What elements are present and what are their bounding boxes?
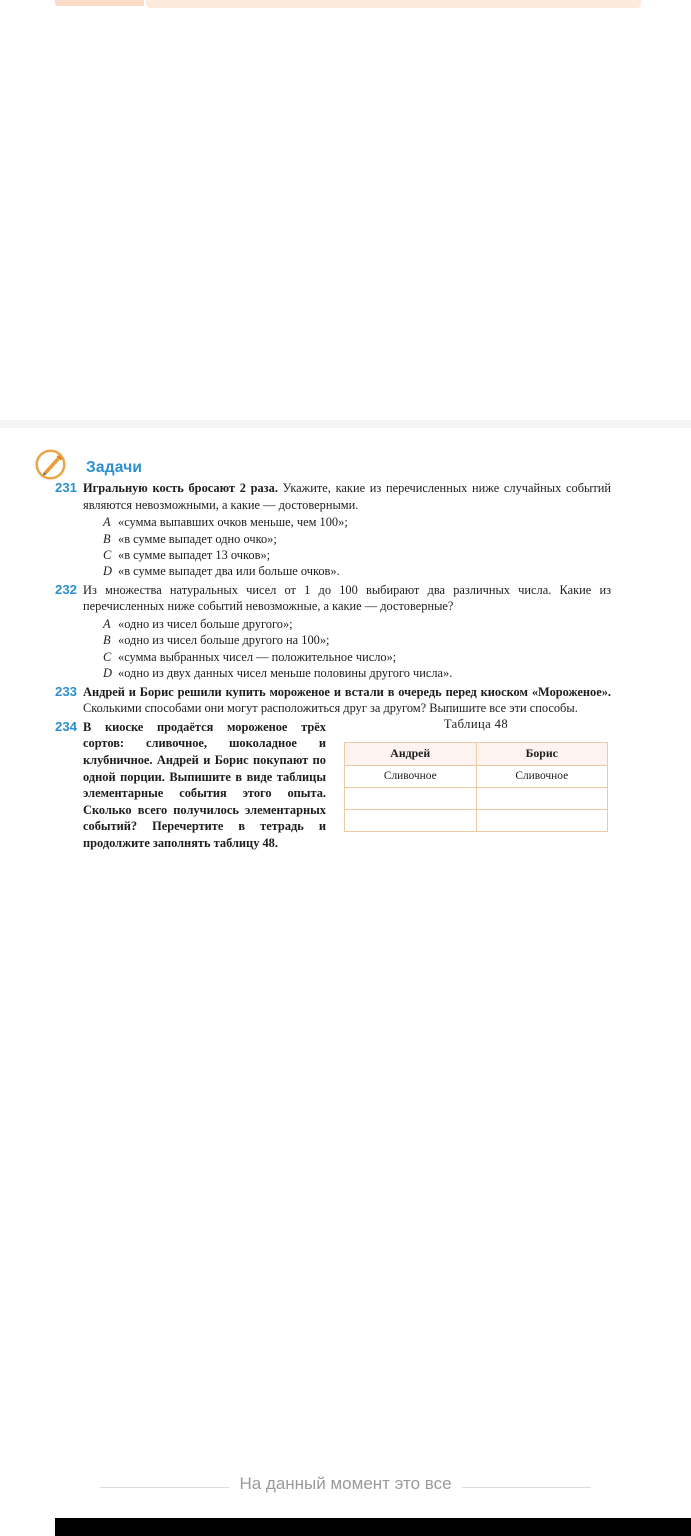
tasks-list <box>0 480 691 852</box>
task-rest-231: Укажите, какие из перечисленных ниже случайных событий являются невозможными, а какие — достоверными. <box>83 481 611 512</box>
end-of-content-footer <box>0 1458 691 1518</box>
option-text: «одно из двух данных чисел меньше половины другого числа». <box>118 666 453 681</box>
option-letter: B <box>103 531 111 546</box>
peach-strip-right <box>146 0 641 8</box>
option-text: «сумма выбранных чисел — положительное число»; <box>118 649 397 664</box>
task-options-232 <box>83 616 611 682</box>
table-48 <box>344 742 608 832</box>
option-letter: D <box>103 666 112 681</box>
option-letter: D <box>103 564 112 579</box>
option-letter: C <box>103 649 112 664</box>
option-c-232 <box>103 649 611 665</box>
option-letter: C <box>103 548 112 562</box>
option-text: «сумма выпавших очков меньше, чем 100»; <box>118 515 348 530</box>
option-text: «одно из чисел больше другого»; <box>118 617 293 631</box>
option-a-232 <box>103 616 611 632</box>
end-of-content-message <box>0 1474 691 1494</box>
pencil-circle-icon <box>34 448 67 481</box>
task-rest-232: Какие из перечисленных ниже событий невозможные, а какие — достоверные? <box>83 582 611 614</box>
task-options-231 <box>83 514 611 580</box>
task-231 <box>0 480 691 580</box>
section-title: Задачи <box>86 459 143 476</box>
option-b-232 <box>103 632 611 648</box>
table-cell <box>345 787 477 809</box>
table-cell <box>345 809 477 831</box>
task-text-231 <box>83 480 611 513</box>
table-cell <box>476 809 608 831</box>
table-header-boris: Борис <box>476 742 608 765</box>
bottom-system-bar <box>55 1518 691 1536</box>
task-rest-233: Сколькими способами они могут расположиться друг за другом? Выпишите все эти способы. <box>83 701 578 716</box>
task-number-232: 232 <box>54 581 77 597</box>
task-lead-231: Игральную кость бросают 2 раза. <box>83 481 278 495</box>
option-b-231 <box>103 531 611 547</box>
option-letter: B <box>103 633 111 648</box>
task-number-231: 231 <box>54 480 77 495</box>
peach-strip-left <box>55 0 144 6</box>
textbook-page-block <box>0 428 691 1458</box>
table-48-area <box>344 717 608 832</box>
option-letter: A <box>103 617 111 631</box>
option-text: «в сумме выпадет 13 очков»; <box>118 548 271 562</box>
section-separator-band <box>0 420 691 428</box>
table-cell: Сливочное <box>476 765 608 787</box>
section-header <box>34 448 142 481</box>
task-232 <box>0 582 691 682</box>
task-lead-232: Из множества натуральных чисел от 1 до 100 выбирают два различных числа. <box>83 582 552 597</box>
table-row <box>345 787 608 809</box>
previous-page-block-remnant <box>0 0 691 9</box>
table-cell: Сливочное <box>345 765 477 787</box>
table-row <box>345 765 608 787</box>
option-text: «в сумме выпадет одно очко»; <box>118 531 277 546</box>
end-of-content-label: На данный момент это все <box>229 1474 461 1493</box>
option-text: «одно из чисел больше другого на 100»; <box>118 633 330 648</box>
task-number-233: 233 <box>54 683 77 699</box>
task-text-233 <box>83 684 611 717</box>
option-c-231 <box>103 547 611 563</box>
table-row <box>345 809 608 831</box>
page-white-gap <box>0 9 691 420</box>
task-233 <box>0 684 691 717</box>
task-number-234: 234 <box>54 718 77 734</box>
task-text-234 <box>83 719 326 852</box>
task-234 <box>0 716 691 852</box>
option-letter: A <box>103 515 111 530</box>
table-caption: Таблица 48 <box>443 716 509 731</box>
task-lead-234: В киоске продаётся мороженое трёх сортов: сливочное, шоколадное и клубничное. Андрей и Борис покупают по одной порции. Выпишите в виде таблицы элементарные события этого опыта. Сколько всего получилось элементарных событий? Перечертите в тетрадь и продолжите заполнять таблицу 48. <box>83 719 326 850</box>
table-header-row <box>345 742 608 765</box>
option-d-231 <box>103 563 611 579</box>
task-text-232 <box>83 582 611 615</box>
task-lead-233: Андрей и Борис решили купить мороженое и встали в очередь перед киоском «Мороженое». <box>83 684 611 699</box>
option-d-232 <box>103 665 611 681</box>
option-text: «в сумме выпадет два или больше очков». <box>118 564 340 579</box>
table-cell <box>476 787 608 809</box>
table-header-andrey: Андрей <box>345 742 477 765</box>
option-a-231 <box>103 514 611 530</box>
